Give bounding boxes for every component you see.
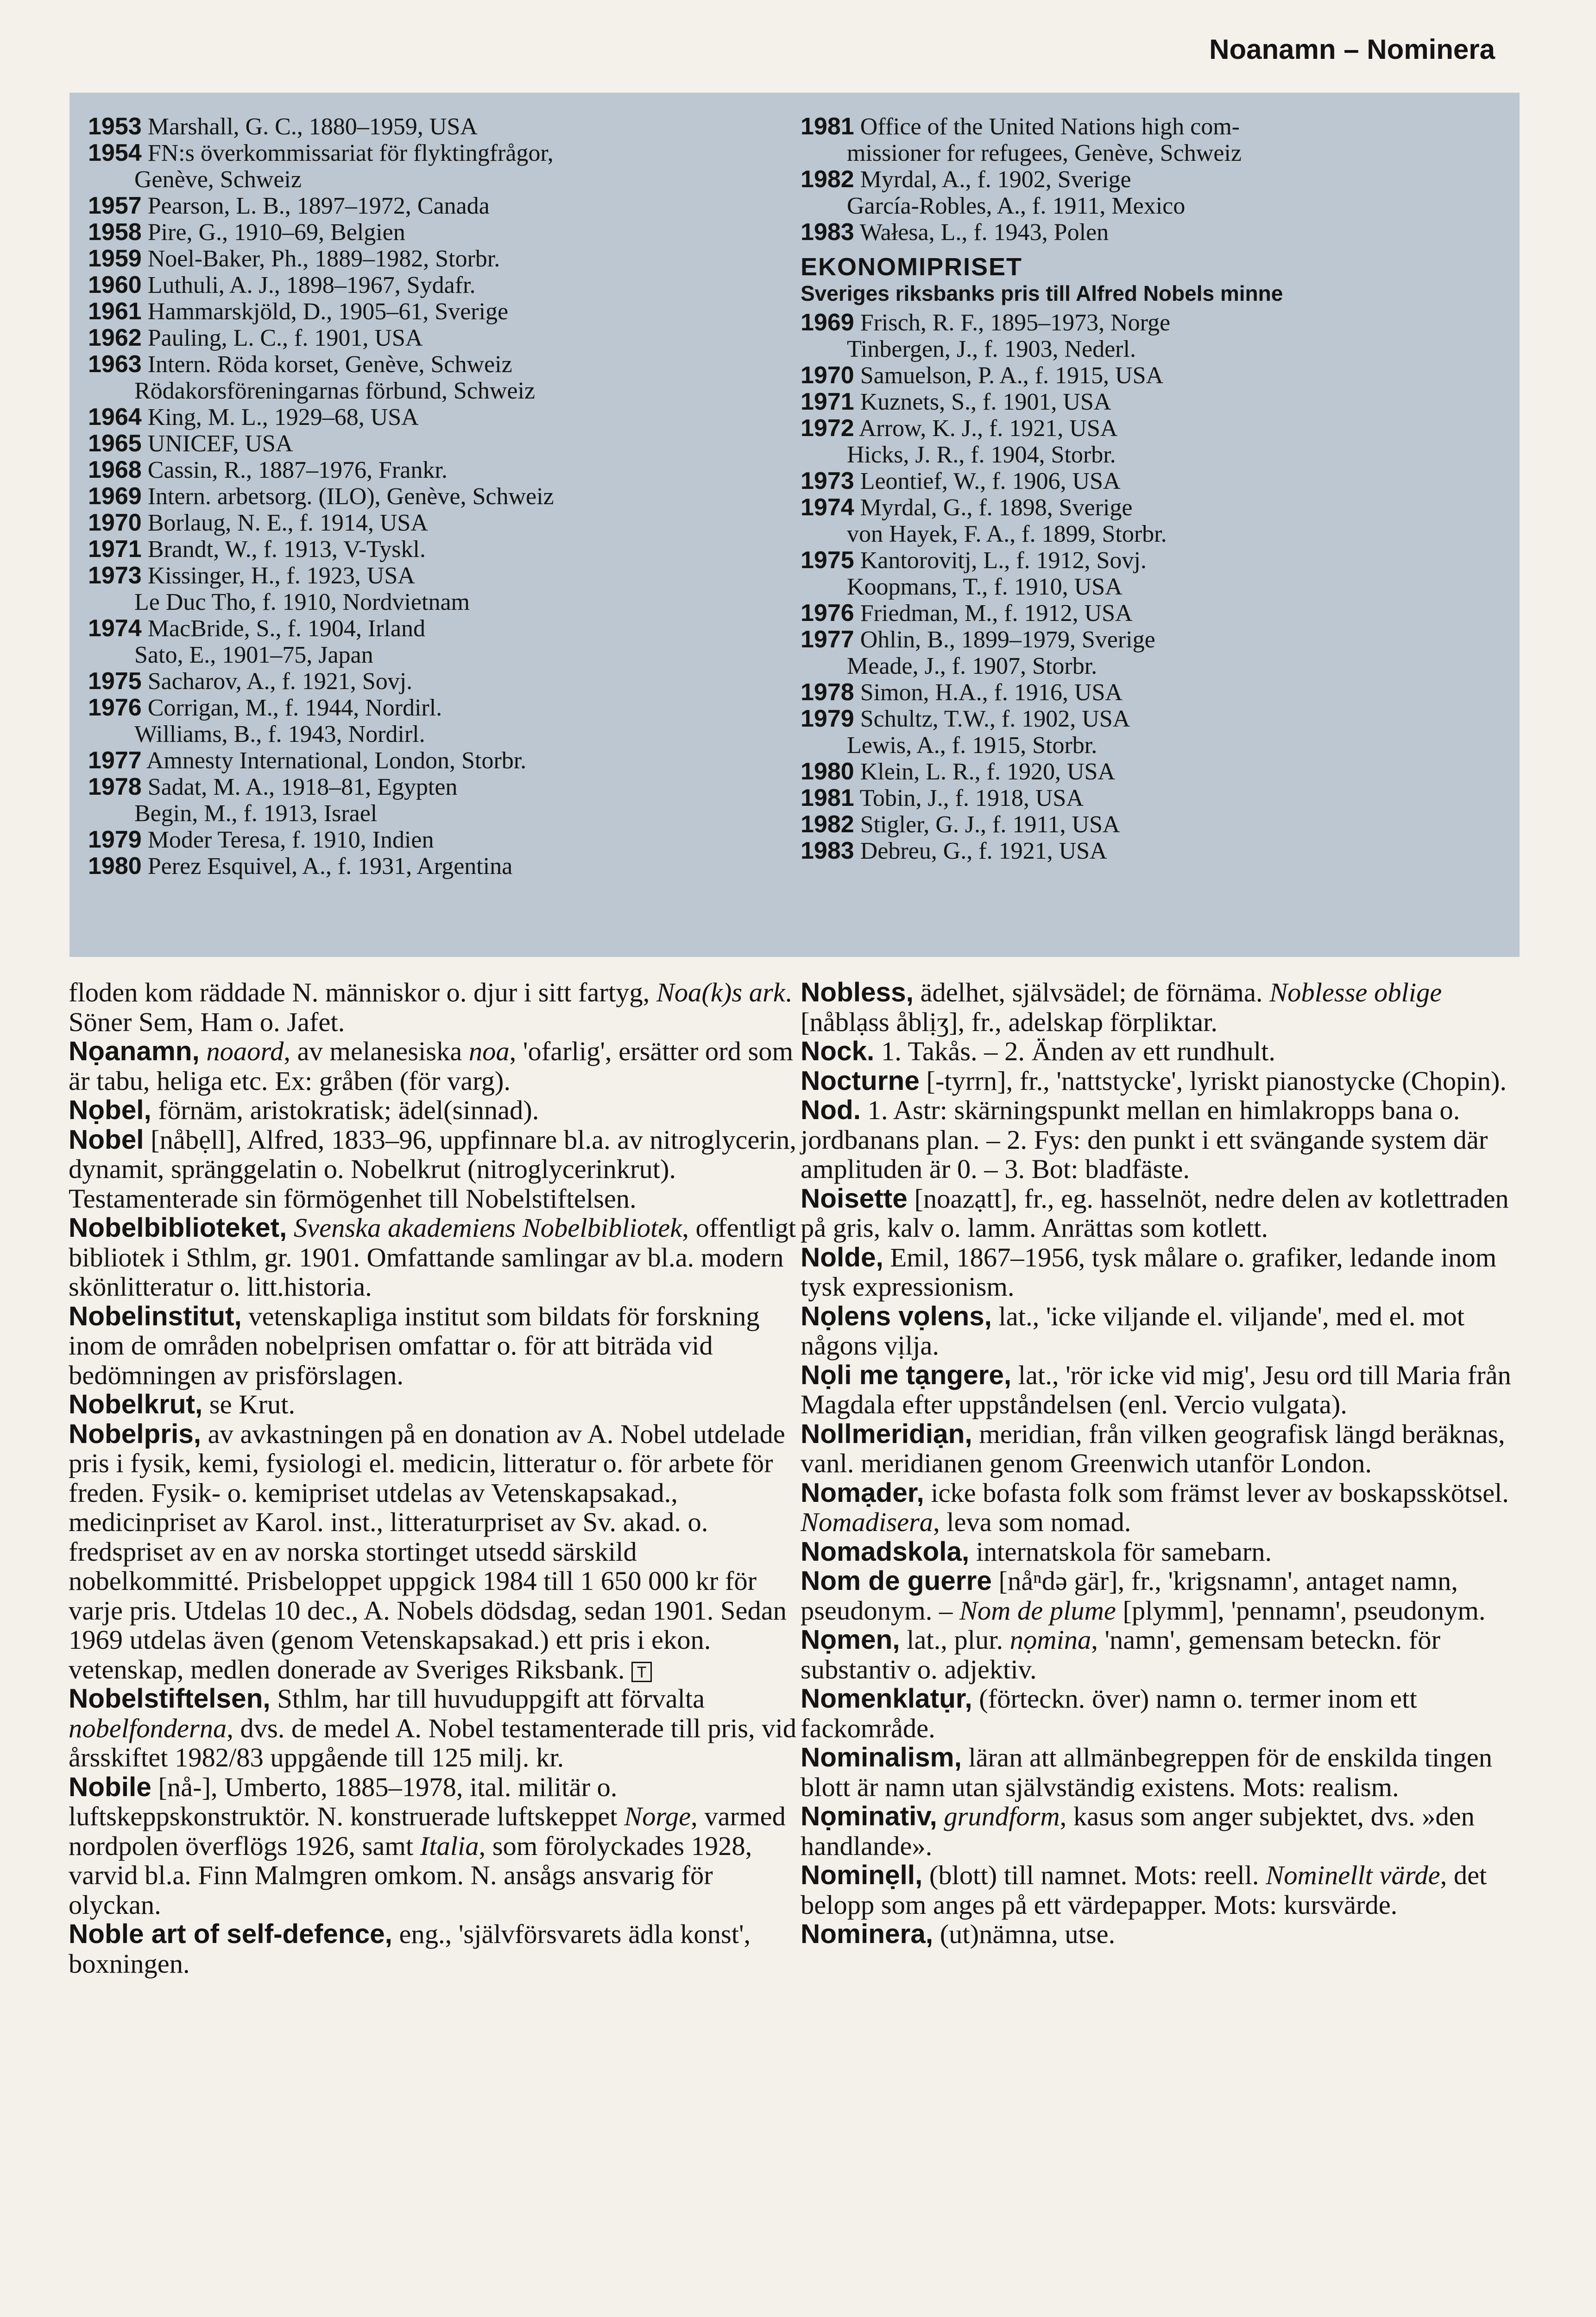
prize-laureate: Noel-Baker, Ph., 1889–1982, Storbr.: [147, 246, 500, 272]
dictionary-entry: [69, 1125, 805, 1214]
entry-text: icke bofasta folk som främst lever av boskapsskötsel.: [924, 1477, 1509, 1508]
entry-headword: Nominera,: [801, 1919, 934, 1949]
entry-headword: Nobile: [69, 1772, 151, 1802]
entry-text: (förteckn. över) namn o. termer inom ett fackområde.: [801, 1684, 1417, 1743]
prize-laureate: Leontief, W., f. 1906, USA: [860, 468, 1121, 494]
entry-text: [plymm], 'pennamn', pseudonym.: [1116, 1595, 1486, 1626]
prize-laureate: Kuznets, S., f. 1901, USA: [860, 389, 1111, 415]
prize-year: 1959: [88, 245, 142, 272]
prize-year: 1980: [88, 853, 142, 880]
prize-laureate: Hammarskjöld, D., 1905–61, Sverige: [147, 298, 509, 325]
prize-year: 1972: [801, 415, 854, 442]
entry-italic-text: Italia: [420, 1830, 479, 1861]
prize-laureate: Pauling, L. C., f. 1901, USA: [147, 325, 423, 351]
prize-year: 1982: [801, 166, 854, 193]
page-header-title: Noanamn – Nominera: [1209, 34, 1495, 65]
prize-year: 1968: [88, 456, 142, 483]
entry-headword: Nọmen,: [801, 1625, 900, 1655]
dictionary-entry: [69, 1037, 805, 1095]
prize-laureate: Koopmans, T., f. 1910, USA: [847, 574, 1123, 600]
prize-year: 1981: [801, 113, 854, 140]
prize-laureate: Office of the United Nations high com-: [860, 114, 1240, 140]
prize-laureate: missioner for refugees, Genève, Schweiz: [847, 140, 1242, 166]
economics-prize-list: [801, 310, 1495, 864]
entry-headword: Nobelbiblioteket,: [69, 1213, 287, 1243]
dictionary-entry: [801, 1566, 1528, 1625]
entry-text: [200, 1036, 207, 1066]
entry-headword: Nọanamn,: [69, 1036, 200, 1066]
prize-laureate: Schultz, T.W., f. 1902, USA: [860, 706, 1130, 732]
entry-text: (ut)nämna, utse.: [933, 1919, 1116, 1949]
entry-italic-text: Nominellt värde: [1266, 1860, 1440, 1890]
entry-text: vetenskapliga institut som bildats för forskning inom de områden nobelprisen omfattar o. för att biträda vid bedömningen av prisförslagen.: [69, 1301, 760, 1390]
prize-laureate: Lewis, A., f. 1915, Storbr.: [847, 732, 1098, 759]
entry-text: läran att allmänbegreppen för de enskilda tingen blott är namn utan självständig existens. Mots: realism.: [801, 1742, 1493, 1802]
peace-prize-entry: [88, 747, 774, 774]
entry-headword: Noisette: [801, 1183, 908, 1214]
dictionary-entry: [801, 1684, 1528, 1743]
prize-year: 1974: [801, 494, 854, 521]
prize-laureate: Sadat, M. A., 1918–81, Egypten: [147, 774, 458, 800]
prize-laureate: Cassin, R., 1887–1976, Frankr.: [147, 457, 448, 483]
peace-prize-entry: [801, 219, 1495, 246]
prize-year: 1953: [88, 113, 142, 140]
peace-prize-entry: [88, 853, 774, 880]
dictionary-entry: [801, 1302, 1528, 1361]
peace-prize-entry: [88, 298, 774, 325]
entry-headword: Noble art of self-defence,: [69, 1919, 392, 1949]
entry-text: . Söner Sem, Ham o. Jafet.: [69, 977, 792, 1037]
peace-prize-entry: [88, 325, 774, 351]
peace-prize-entry: [88, 615, 774, 668]
prize-laureate: UNICEF, USA: [147, 430, 293, 457]
prize-laureate: Sacharov, A., f. 1921, Sovj.: [147, 668, 413, 695]
prize-year: 1982: [801, 811, 854, 838]
peace-prize-entry: [88, 193, 774, 219]
economics-prize-entry: [801, 494, 1495, 547]
entry-headword: Nọlens vọlens,: [801, 1301, 992, 1331]
prize-laureate: Hicks, J. R., f. 1904, Storbr.: [847, 442, 1116, 468]
entry-text: 1. Astr: skärningspunkt mellan en himlakropps bana o. jordbanans plan. – 2. Fys: den punkt i ett svängande system där amplituden är 0. – 3. Bot: bladfäste.: [801, 1095, 1488, 1184]
peace-prize-entry: [88, 510, 774, 536]
peace-prize-entry: [88, 457, 774, 483]
entry-text: [nåbẹll], Alfred, 1833–96, uppfinnare bl.a. av nitroglycerin, dynamit, spränggelatin o. Nobelkrut (nitroglycerinkrut). Testamenterade sin förmögenhet till Nobelstiftelsen.: [69, 1124, 796, 1214]
dictionary-entry: [69, 1213, 805, 1302]
prize-laureate: Amnesty International, London, Storbr.: [146, 747, 527, 774]
entry-headword: Nolde,: [801, 1242, 883, 1272]
prize-laureate: Pire, G., 1910–69, Belgien: [147, 219, 405, 246]
encyclopedia-column-right: [801, 978, 1528, 1949]
dictionary-entry: [69, 1684, 805, 1773]
economics-prize-entry: [801, 468, 1495, 494]
entry-text: [noazạtt], fr., eg. hasselnöt, nedre delen av kotlettraden på gris, kalv o. lamm. Anrättas som kotlett.: [801, 1183, 1509, 1243]
peace-prize-entry: [88, 351, 774, 404]
prize-year: 1969: [801, 309, 854, 336]
prize-year: 1983: [801, 219, 854, 246]
entry-headword: Nọli me tạngere,: [801, 1360, 1012, 1390]
prize-year: 1958: [88, 219, 142, 246]
prize-laureate: Wałesa, L., f. 1943, Polen: [859, 219, 1109, 246]
prize-laureate: FN:s överkommissariat för flyktingfrågor,: [147, 140, 554, 166]
economics-prize-entry: [801, 706, 1495, 759]
prize-laureate: Tinbergen, J., f. 1903, Nederl.: [847, 336, 1136, 362]
entry-italic-text: Svenska akademiens Nobelbibliotek: [293, 1213, 682, 1243]
prize-laureate: Meade, J., f. 1907, Storbr.: [847, 653, 1098, 679]
dictionary-entry: [801, 1066, 1528, 1096]
entry-italic-text: nọmina: [1009, 1625, 1091, 1655]
entry-headword: Nobelstiftelsen,: [69, 1684, 271, 1714]
prize-laureate: García-Robles, A., f. 1911, Mexico: [847, 193, 1186, 219]
prize-laureate: Brandt, W., f. 1913, V-Tyskl.: [147, 536, 426, 563]
dictionary-entry: [801, 1478, 1528, 1537]
entry-italic-text: grundform: [944, 1801, 1060, 1831]
peace-prize-entry: [88, 140, 774, 193]
entry-text: [nåblạss åblịʒ], fr., adelskap förpliktar.: [801, 1007, 1218, 1037]
prize-year: 1978: [801, 679, 854, 706]
dictionary-entry: [69, 1919, 805, 1978]
prize-year: 1969: [88, 483, 142, 510]
peace-prize-entry: [88, 774, 774, 827]
entry-text: se Krut.: [202, 1389, 296, 1419]
prize-laureate: Luthuli, A. J., 1898–1967, Sydafr.: [147, 272, 476, 298]
prize-year: 1976: [801, 600, 854, 627]
entry-text: av avkastningen på en donation av A. Nobel utdelade pris i fysik, kemi, fysiologi el. medicin, litteratur o. för arbete för freden. Fysik- o. kemipriset utdelas av Vetenskapsakad., medicinpriset av Karol. inst., litteraturpriset av Sv. akad. o. fredspriset av en av norska stortinget utsedd särskild nobelkommitté. Prisbeloppet uppgick 1984 till 1 650 000 kr för varje pris. Utdelas 10 dec., A. Nobels dödsdag, sedan 1901. Sedan 1969 utdelas även (genom Vetenskapsakad.) ett pris i ekon. vetenskap, medlen donerade av Sveriges Riksbank.: [69, 1418, 787, 1684]
prize-year: 1974: [88, 615, 142, 642]
entry-text: , som förolyckades 1928, varvid bl.a. Finn Malmgren omkom. N. ansågs ansvarig för olyckan.: [69, 1830, 752, 1920]
peace-prize-entry: [88, 219, 774, 246]
prize-laureate: von Hayek, F. A., f. 1899, Storbr.: [847, 521, 1167, 547]
dictionary-entry: [801, 1037, 1528, 1066]
prize-year: 1973: [88, 562, 142, 589]
entry-text: 1. Takås. – 2. Änden av ett rundhult.: [874, 1036, 1275, 1066]
economics-prize-heading: EKONOMIPRISET: [801, 253, 1023, 281]
prize-laureate: MacBride, S., f. 1904, Irland: [147, 615, 426, 642]
dictionary-entry: [801, 1419, 1528, 1478]
entry-headword: Nom de guerre: [801, 1566, 992, 1596]
prize-laureate: Perez Esquivel, A., f. 1931, Argentina: [147, 853, 513, 880]
prize-year: 1977: [801, 626, 854, 653]
prize-year: 1964: [88, 404, 142, 430]
entry-headword: Nod.: [801, 1095, 861, 1125]
entry-headword: Nọminativ,: [801, 1801, 937, 1831]
dictionary-entry: [801, 1743, 1528, 1802]
economics-prize-entry: [801, 679, 1495, 706]
entry-text: Sthlm, har till huvuduppgift att förvalta: [270, 1684, 705, 1714]
prize-year: 1978: [88, 773, 142, 800]
prize-year: 1975: [88, 668, 142, 695]
dictionary-entry: [69, 1773, 805, 1920]
dictionary-entry: [69, 1390, 805, 1419]
entry-italic-text: Noblesse oblige: [1269, 977, 1442, 1007]
entry-headword: Nobelinstitut,: [69, 1301, 242, 1331]
entry-text: , offentligt bibliotek i Sthlm, gr. 1901. Omfattande samlingar av bl.a. modern skönlitteratur o. litt.historia.: [69, 1213, 796, 1302]
prize-laureate: Arrow, K. J., f. 1921, USA: [858, 415, 1118, 442]
entry-text: förnäm, aristokratisk; ädel(sinnad).: [151, 1095, 539, 1125]
entry-text: , 'ofarlig', ersätter ord som är tabu, heliga etc. Ex: gråben (för varg).: [69, 1036, 794, 1096]
economics-prize-entry: [801, 362, 1495, 389]
prize-laureate: Corrigan, M., f. 1944, Nordirl.: [147, 695, 442, 721]
entry-italic-text: noaord: [206, 1036, 284, 1066]
dictionary-entry: [801, 1537, 1528, 1567]
economics-prize-entry: [801, 389, 1495, 415]
peace-prize-entry: [88, 563, 774, 615]
prize-laureate: Intern. Röda korset, Genève, Schweiz: [147, 351, 512, 378]
entry-headword: Nock.: [801, 1036, 875, 1066]
prize-laureate: Kantorovitj, L., f. 1912, Sovj.: [860, 547, 1147, 574]
dictionary-entry: [801, 1919, 1528, 1949]
economics-prize-entry: [801, 600, 1495, 627]
entry-text: internatskola för samebarn.: [969, 1536, 1272, 1567]
entry-italic-text: Nom de plume: [959, 1595, 1116, 1626]
prize-laureate: Klein, L. R., f. 1920, USA: [860, 759, 1116, 785]
peace-prize-entry: [88, 536, 774, 563]
entry-text: eng., 'självförsvarets ädla konst', boxningen.: [69, 1919, 751, 1979]
entry-text: [937, 1801, 944, 1831]
prize-laureate: Friedman, M., f. 1912, USA: [860, 600, 1133, 627]
prize-year: 1979: [801, 705, 854, 732]
prize-year: 1973: [801, 468, 854, 494]
dictionary-entry: [801, 1802, 1528, 1861]
entry-headword: Nọbel,: [69, 1095, 151, 1125]
entry-text: , leva som nomad.: [933, 1507, 1131, 1537]
entry-headword: Nomenklatụr,: [801, 1684, 972, 1714]
economics-prize-entry: [801, 547, 1495, 600]
entry-headword: Nomạder,: [801, 1477, 924, 1508]
entry-text: meridian, från vilken geografisk längd beräknas, vanl. meridianen genom Greenwich utanför London.: [801, 1418, 1505, 1478]
entry-headword: Nominalism,: [801, 1742, 962, 1773]
prize-year: 1976: [88, 694, 142, 721]
dictionary-entry: [69, 978, 805, 1037]
dictionary-entry: [69, 1302, 805, 1390]
economics-prize-entry: [801, 811, 1495, 838]
entry-text: [nå-], Umberto, 1885–1978, ital. militär o. luftskeppskonstruktör. N. konstruerade luftskeppet: [69, 1772, 625, 1831]
entry-headword: Nobelpris,: [69, 1418, 202, 1449]
prize-laureate: Intern. arbetsorg. (ILO), Genève, Schweiz: [147, 483, 554, 510]
prize-laureate: Samuelson, P. A., f. 1915, USA: [860, 362, 1164, 389]
prize-list-right: [801, 114, 1495, 864]
prize-year: 1957: [88, 192, 142, 219]
prize-laureate: Rödakorsföreningarnas förbund, Schweiz: [134, 378, 535, 404]
entry-headword: Nobelkrut,: [69, 1389, 203, 1419]
peace-prize-entry: [88, 827, 774, 853]
dictionary-entry: [69, 1095, 805, 1125]
prize-laureate: Tobin, J., f. 1918, USA: [859, 785, 1084, 811]
dictionary-entry: [801, 1095, 1528, 1184]
entry-text: , kasus som anger subjektet, dvs. »den handlande».: [801, 1801, 1475, 1861]
peace-prize-entry: [801, 166, 1495, 219]
peace-prize-entry: [88, 272, 774, 298]
prize-laureate: Pearson, L. B., 1897–1972, Canada: [147, 193, 490, 219]
prize-year: 1971: [88, 536, 142, 563]
entry-text: Emil, 1867–1956, tysk målare o. grafiker, ledande inom tysk expressionism.: [801, 1242, 1497, 1302]
entry-text: , av melanesiska: [284, 1036, 469, 1066]
prize-year: 1965: [88, 430, 142, 457]
economics-prize-entry: [801, 838, 1495, 864]
entry-italic-text: Nomadisera: [801, 1507, 934, 1537]
prize-laureate: Frisch, R. F., 1895–1973, Norge: [860, 310, 1171, 336]
entry-text: [-tyrrn], fr., 'nattstycke', lyriskt pianostycke (Chopin).: [919, 1065, 1507, 1096]
economics-prize-subheading: Sveriges riksbanks pris till Alfred Nobels minne: [801, 281, 1283, 305]
prize-laureate: Simon, H.A., f. 1916, USA: [860, 679, 1123, 706]
entry-italic-text: Norge: [624, 1801, 691, 1831]
economics-prize-entry: [801, 627, 1495, 679]
entry-headword: Nobless,: [801, 977, 914, 1007]
entry-text: , dvs. de medel A. Nobel testamenterade till pris, vid årsskiftet 1982/83 uppgående till 125 milj. kr.: [69, 1713, 797, 1773]
reference-symbol-icon: T: [631, 1662, 652, 1682]
prize-year: 1954: [88, 139, 142, 166]
economics-prize-entry: [801, 415, 1495, 468]
prize-laureate: Marshall, G. C., 1880–1959, USA: [147, 114, 478, 140]
dictionary-entry: [801, 1243, 1528, 1302]
economics-prize-entry: [801, 785, 1495, 811]
prize-laureate: Genève, Schweiz: [134, 166, 302, 193]
dictionary-entry: [801, 1625, 1528, 1684]
peace-prize-entry: [88, 246, 774, 272]
entry-text: floden kom räddade N. människor o. djur i sitt fartyg,: [69, 977, 656, 1007]
entry-italic-text: noa: [468, 1036, 510, 1066]
prize-laureate: Debreu, G., f. 1921, USA: [860, 838, 1107, 864]
prize-year: 1970: [88, 509, 142, 536]
dictionary-entry: [801, 1861, 1528, 1919]
prize-year: 1963: [88, 351, 142, 378]
entry-italic-text: nobelfonderna: [69, 1713, 227, 1743]
entry-headword: Nomadskola,: [801, 1536, 970, 1567]
peace-prize-list-left: [88, 114, 774, 880]
prize-laureate: Kissinger, H., f. 1923, USA: [147, 563, 415, 589]
entry-text: lat., 'icke viljande el. viljande', med el. mot någons vịlja.: [801, 1301, 1465, 1361]
prize-laureate: Le Duc Tho, f. 1910, Nordvietnam: [134, 589, 470, 615]
prize-year: 1983: [801, 837, 854, 864]
entry-headword: Nollmeridiạn,: [801, 1418, 972, 1449]
dictionary-entry: [801, 978, 1528, 1037]
peace-prize-entry: [88, 483, 774, 510]
entry-text: , 'namn', gemensam beteckn. för substantiv o. adjektiv.: [801, 1625, 1440, 1684]
prize-laureate: Begin, M., f. 1913, Israel: [134, 800, 378, 827]
entry-text: [287, 1213, 294, 1243]
prize-year: 1979: [88, 826, 142, 853]
peace-prize-entry: [88, 404, 774, 430]
prize-year: 1961: [88, 298, 142, 325]
entry-headword: Nominẹll,: [801, 1860, 923, 1890]
prize-year: 1975: [801, 547, 854, 574]
peace-prize-entry: [88, 430, 774, 457]
peace-prize-entry: [88, 695, 774, 747]
entry-text: , det belopp som anges på ett värdepapper. Mots: kursvärde.: [801, 1860, 1487, 1920]
peace-prize-entry: [801, 114, 1495, 166]
dictionary-entry: [801, 1361, 1528, 1419]
prize-laureate: Moder Teresa, f. 1910, Indien: [147, 827, 434, 853]
dictionary-entry: [69, 1419, 805, 1684]
economics-prize-entry: [801, 310, 1495, 362]
entry-headword: Nocturne: [801, 1065, 920, 1096]
prize-year: 1970: [801, 362, 854, 389]
economics-prize-entry: [801, 759, 1495, 785]
prize-laureate: Ohlin, B., 1899–1979, Sverige: [860, 627, 1155, 653]
prize-laureate: King, M. L., 1929–68, USA: [147, 404, 419, 430]
entry-italic-text: Noa(k)s ark: [656, 977, 785, 1007]
prize-laureate: Borlaug, N. E., f. 1914, USA: [147, 510, 428, 536]
encyclopedia-column-left: [69, 978, 805, 1978]
prize-laureate: Stigler, G. J., f. 1911, USA: [860, 811, 1120, 838]
entry-text: , varmed nordpolen överflögs 1926, samt: [69, 1801, 786, 1861]
peace-prize-entry: [88, 114, 774, 140]
prize-laureate: Myrdal, A., f. 1902, Sverige: [860, 166, 1131, 193]
prize-laureate: Sato, E., 1901–75, Japan: [134, 642, 373, 668]
prize-laureate: Williams, B., f. 1943, Nordirl.: [134, 721, 425, 747]
prize-year: 1977: [88, 747, 142, 774]
prize-laureate: Myrdal, G., f. 1898, Sverige: [860, 494, 1133, 521]
peace-prize-entry: [88, 668, 774, 695]
entry-text: (blott) till namnet. Mots: reell.: [922, 1860, 1266, 1890]
prize-year: 1962: [88, 324, 142, 351]
entry-text: lat., plur.: [900, 1625, 1010, 1655]
entry-text: ädelhet, självsädel; de förnäma.: [913, 977, 1270, 1007]
prize-year: 1980: [801, 758, 854, 785]
entry-text: [nåⁿdə gär], fr., 'krigsnamn', antaget namn, pseudonym. –: [801, 1566, 1458, 1626]
dictionary-entry: [801, 1184, 1528, 1243]
prize-year: 1960: [88, 272, 142, 298]
entry-headword: Nobel: [69, 1124, 144, 1155]
prize-year: 1971: [801, 388, 854, 415]
entry-text: lat., 'rör icke vid mig', Jesu ord till Maria från Magdala efter uppståndelsen (enl. Vercio vulgata).: [801, 1360, 1511, 1419]
prize-year: 1981: [801, 785, 854, 811]
peace-prize-list-continued: [801, 114, 1495, 246]
